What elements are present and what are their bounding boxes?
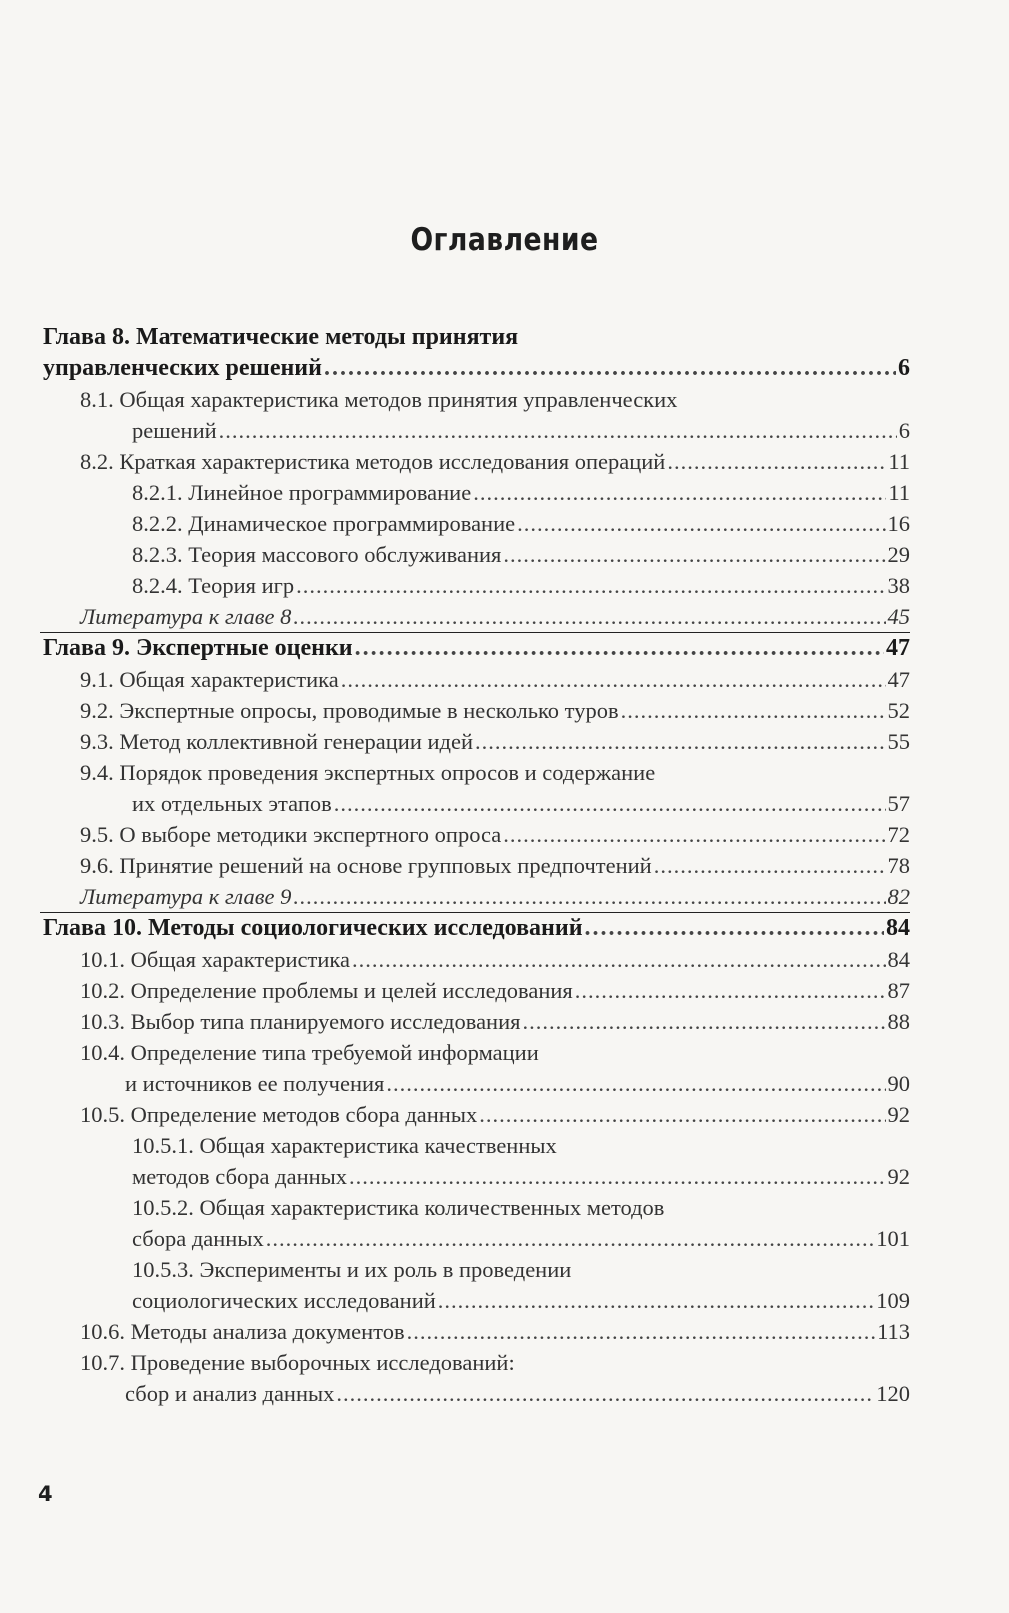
toc-entry[interactable] [132, 1130, 910, 1192]
toc-entry-title-line: 9.4. Порядок проведения экспертных опросов и содержание [80, 760, 656, 785]
dot-leader [621, 695, 886, 726]
toc-entry[interactable] [80, 944, 910, 975]
toc-entry-title-line: 10.5.2. Общая характеристика количественных методов [132, 1195, 665, 1220]
toc-entry-title: 10.1. Общая характеристика [80, 947, 350, 972]
toc-chapter-entry[interactable] [43, 913, 910, 944]
toc-entry-title: методов сбора данных [132, 1164, 348, 1189]
dot-leader [293, 881, 885, 912]
toc-entry-title-line: 10.4. Определение типа требуемой информации [80, 1040, 539, 1065]
table-of-contents [0, 322, 1009, 1409]
toc-page-number: 92 [887, 1164, 910, 1189]
toc-page-number: 113 [877, 1319, 910, 1344]
dot-leader [575, 975, 886, 1006]
toc-page-number: 29 [887, 542, 910, 567]
toc-page-number: 55 [887, 729, 910, 754]
toc-page-number: 90 [887, 1071, 910, 1096]
dot-leader [296, 570, 885, 601]
toc-entry-title: и источников ее получения [125, 1071, 385, 1096]
toc-entry[interactable] [80, 819, 910, 850]
dot-leader [336, 1378, 874, 1409]
toc-entry-title: сбор и анализ данных [125, 1381, 335, 1406]
toc-page-number: 101 [876, 1226, 910, 1251]
toc-entry[interactable] [80, 1347, 910, 1409]
toc-page-number: 78 [887, 853, 910, 878]
toc-entry[interactable] [80, 664, 910, 695]
toc-entry[interactable] [80, 850, 910, 881]
toc-page-number: 11 [888, 449, 910, 474]
dot-leader [517, 508, 885, 539]
toc-entry[interactable] [80, 757, 910, 819]
dot-leader [386, 1068, 885, 1099]
toc-page-number: 6 [898, 418, 910, 443]
dot-leader [667, 446, 886, 477]
toc-entry-title-line: 10.5.3. Эксперименты и их роль в проведении [132, 1257, 572, 1282]
dot-leader [473, 477, 886, 508]
toc-entry-title: Литература к главе 9 [80, 884, 292, 909]
toc-entry[interactable] [132, 539, 910, 570]
dot-leader [479, 1099, 885, 1130]
dot-leader [352, 944, 886, 975]
toc-entry-title: 8.2.3. Теория массового обслуживания [132, 542, 502, 567]
toc-entry[interactable] [132, 1192, 910, 1254]
toc-page-number: 84 [886, 915, 910, 941]
toc-page-number: 38 [887, 573, 910, 598]
toc-entry[interactable] [80, 1099, 910, 1130]
toc-page-number: 45 [887, 604, 910, 629]
toc-entry-title-line: 8.1. Общая характеристика методов принятия управленческих [80, 387, 678, 412]
dot-leader [407, 1316, 876, 1347]
dot-leader [503, 819, 885, 850]
toc-page-number: 16 [887, 511, 910, 536]
dot-leader [585, 913, 884, 944]
toc-entry[interactable] [80, 601, 910, 632]
toc-entry-title: 8.2.1. Линейное программирование [132, 480, 472, 505]
toc-entry[interactable] [80, 695, 910, 726]
toc-entry[interactable] [132, 508, 910, 539]
toc-chapter-entry[interactable] [43, 633, 910, 664]
toc-entry-title: 8.2.4. Теория игр [132, 573, 295, 598]
toc-page-number: 52 [887, 698, 910, 723]
toc-entry-title: сбора данных [132, 1226, 264, 1251]
toc-page-number: 82 [887, 884, 910, 909]
dot-leader [654, 850, 886, 881]
toc-page-number: 57 [887, 791, 910, 816]
dot-leader [293, 601, 885, 632]
toc-entry-title: 10.5. Определение методов сбора данных [80, 1102, 478, 1127]
dot-leader [266, 1223, 875, 1254]
toc-entry-title: 10.3. Выбор типа планируемого исследования [80, 1009, 521, 1034]
toc-entry[interactable] [80, 1316, 910, 1347]
toc-entry[interactable] [132, 570, 910, 601]
toc-page-number: 109 [876, 1288, 910, 1313]
toc-entry-title: 8.2. Краткая характеристика методов исследования операций [80, 449, 666, 474]
toc-entry-title: 8.2.2. Динамическое программирование [132, 511, 516, 536]
dot-leader [503, 539, 885, 570]
toc-entry-title: 10.2. Определение проблемы и целей исследования [80, 978, 573, 1003]
toc-entry-title: их отдельных этапов [132, 791, 332, 816]
toc-page-number: 120 [876, 1381, 910, 1406]
toc-entry-title: Глава 9. Экспертные оценки [43, 635, 353, 661]
dot-leader [324, 353, 896, 384]
page-number: 4 [38, 1482, 53, 1506]
toc-entry-title: 9.2. Экспертные опросы, проводимые в несколько туров [80, 698, 619, 723]
toc-entry-title-line: 10.5.1. Общая характеристика качественных [132, 1133, 557, 1158]
dot-leader [523, 1006, 886, 1037]
dot-leader [438, 1285, 874, 1316]
toc-entry[interactable] [80, 1037, 910, 1099]
toc-entry[interactable] [80, 881, 910, 912]
toc-page-number: 88 [887, 1009, 910, 1034]
toc-entry[interactable] [80, 726, 910, 757]
toc-page-number: 92 [887, 1102, 910, 1127]
toc-page-number: 47 [887, 667, 910, 692]
toc-entry-title-line: Глава 8. Математические методы принятия [43, 324, 519, 350]
toc-entry[interactable] [132, 1254, 910, 1316]
toc-page-number: 87 [887, 978, 910, 1003]
toc-entry[interactable] [80, 1006, 910, 1037]
toc-page-number: 84 [887, 947, 910, 972]
dot-leader [219, 415, 897, 446]
toc-entry-title: Глава 10. Методы социологических исследований [43, 915, 583, 941]
toc-entry-title: 9.5. О выборе методики экспертного опроса [80, 822, 502, 847]
toc-entry-title: 10.6. Методы анализа документов [80, 1319, 405, 1344]
toc-entry-title: 9.6. Принятие решений на основе групповых предпочтений [80, 853, 652, 878]
toc-entry-title: 9.1. Общая характеристика [80, 667, 339, 692]
dot-leader [475, 726, 885, 757]
toc-entry-title: 9.3. Метод коллективной генерации идей [80, 729, 474, 754]
toc-chapter-entry[interactable] [43, 322, 910, 384]
dot-leader [349, 1161, 885, 1192]
toc-entry-title-line: 10.7. Проведение выборочных исследований: [80, 1350, 515, 1375]
toc-page-number: 72 [887, 822, 910, 847]
toc-entry-title: Литература к главе 8 [80, 604, 292, 629]
toc-entry[interactable] [80, 975, 910, 1006]
toc-page-number: 47 [886, 635, 910, 661]
page-title: Оглавление [410, 222, 599, 258]
toc-page-number: 6 [898, 355, 910, 381]
toc-entry-title: управленческих решений [43, 355, 322, 381]
dot-leader [334, 788, 886, 819]
toc-page-number: 11 [888, 480, 910, 505]
toc-entry[interactable] [80, 446, 910, 477]
toc-entry-title: социологических исследований [132, 1288, 436, 1313]
toc-entry[interactable] [80, 384, 910, 446]
toc-entry[interactable] [132, 477, 910, 508]
dot-leader [355, 633, 884, 664]
toc-entry-title: решений [132, 418, 217, 443]
dot-leader [341, 664, 886, 695]
